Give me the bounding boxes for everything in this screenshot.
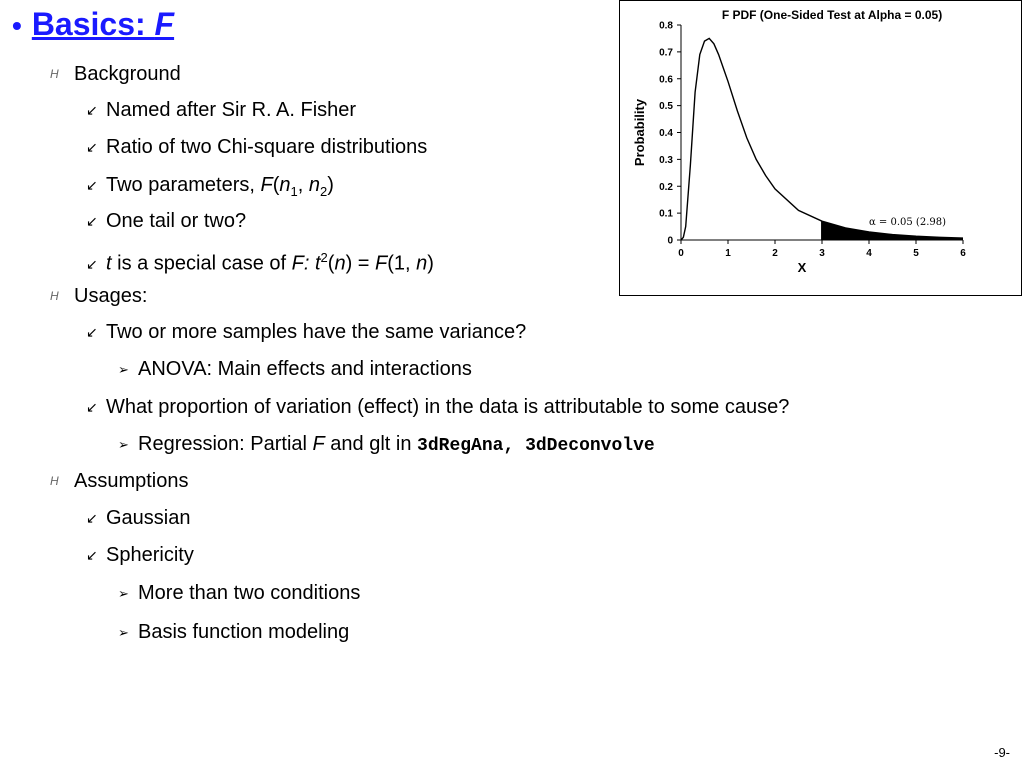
x-axis-label: X <box>797 260 807 275</box>
bullet-sphericity: ↙ Sphericity <box>86 544 194 566</box>
x-tick-label: 1 <box>725 248 731 259</box>
x-tick-label: 6 <box>960 248 966 259</box>
page-number: -9- <box>994 745 1010 760</box>
x-tick-label: 5 <box>913 248 919 259</box>
y-tick-label: 0.1 <box>659 208 673 220</box>
y-tick-label: 0.5 <box>659 101 673 113</box>
y-tick-label: 0.7 <box>659 47 673 59</box>
level3-arrowhead-icon: ➢ <box>118 437 129 452</box>
y-tick-label: 0.3 <box>659 154 673 166</box>
title-bullet-icon: • <box>12 10 22 41</box>
bullet-same-variance: ↙ Two or more samples have the same variance? <box>86 321 527 343</box>
level2-arrow-icon: ↙ <box>86 324 98 340</box>
level3-arrowhead-icon: ➢ <box>118 625 129 640</box>
x-tick-label: 0 <box>678 248 684 259</box>
slide-title <box>12 6 174 43</box>
slide-title-text: Basics: F <box>31 6 175 42</box>
bullet-fisher: ↙ Named after Sir R. A. Fisher <box>86 99 357 121</box>
bullet-basis-function: ➢ Basis function modeling <box>118 621 350 643</box>
level2-arrow-icon: ↙ <box>86 213 98 229</box>
f-pdf-chart <box>619 0 1022 296</box>
chart-title: F PDF (One-Sided Test at Alpha = 0.05) <box>721 8 943 22</box>
y-tick-label: 0.6 <box>659 74 673 86</box>
alpha-annotation: α = 0.05 (2.98) <box>869 217 947 229</box>
level2-arrow-icon: ↙ <box>86 255 98 272</box>
level2-arrow-icon: ↙ <box>86 510 98 526</box>
bullet-gaussian: ↙ Gaussian <box>86 507 191 529</box>
bullet-ratio: ↙ Ratio of two Chi-square distributions <box>86 136 428 158</box>
y-tick-label: 0.8 <box>659 20 673 32</box>
level2-arrow-icon: ↙ <box>86 177 98 193</box>
level2-arrow-icon: ↙ <box>86 547 98 563</box>
level2-arrow-icon: ↙ <box>86 139 98 155</box>
level2-arrow-icon: ↙ <box>86 102 98 118</box>
level1-bullet-icon: H <box>50 289 59 303</box>
level2-arrow-icon: ↙ <box>86 399 98 415</box>
y-tick-label: 0.2 <box>659 181 673 193</box>
y-axis-label: Probability <box>632 98 647 167</box>
y-tick-label: 0.4 <box>659 128 673 139</box>
bullet-background: H Background <box>50 63 181 85</box>
chart-canvas <box>620 1 1021 295</box>
bullet-more-conditions: ➢ More than two conditions <box>118 582 361 604</box>
y-tick-label: 0 <box>667 235 673 247</box>
bullet-usages: H Usages: <box>50 285 148 307</box>
bullet-proportion: ↙ What proportion of variation (effect) in the data is attributable to some cause? <box>86 396 790 418</box>
bullet-t-special-case: ↙ t is a special case of F: $t^2(n) = F(1$, n) <box>86 250 434 275</box>
x-tick-label: 2 <box>772 248 778 259</box>
x-tick-label: 3 <box>819 248 825 259</box>
program-names: 3dRegAna, 3dDeconvolve <box>417 436 655 456</box>
level1-bullet-icon: H <box>50 474 59 488</box>
x-tick-label: 4 <box>866 248 872 259</box>
bullet-one-tail: ↙ One tail or two? <box>86 210 247 232</box>
bullet-assumptions: H Assumptions <box>50 470 189 492</box>
pdf-curve <box>681 38 963 240</box>
level3-arrowhead-icon: ➢ <box>118 586 129 601</box>
level1-bullet-icon: H <box>50 67 59 81</box>
bullet-two-parameters: ↙ Two parameters, $F(n_1$, $n_2$) <box>86 174 334 199</box>
bullet-regression: ➢ Regression: Partial F and glt in 3dRegAna, 3dDeconvolve <box>118 433 655 456</box>
level3-arrowhead-icon: ➢ <box>118 362 129 377</box>
bullet-anova: ➢ ANOVA: Main effects and interactions <box>118 358 472 380</box>
